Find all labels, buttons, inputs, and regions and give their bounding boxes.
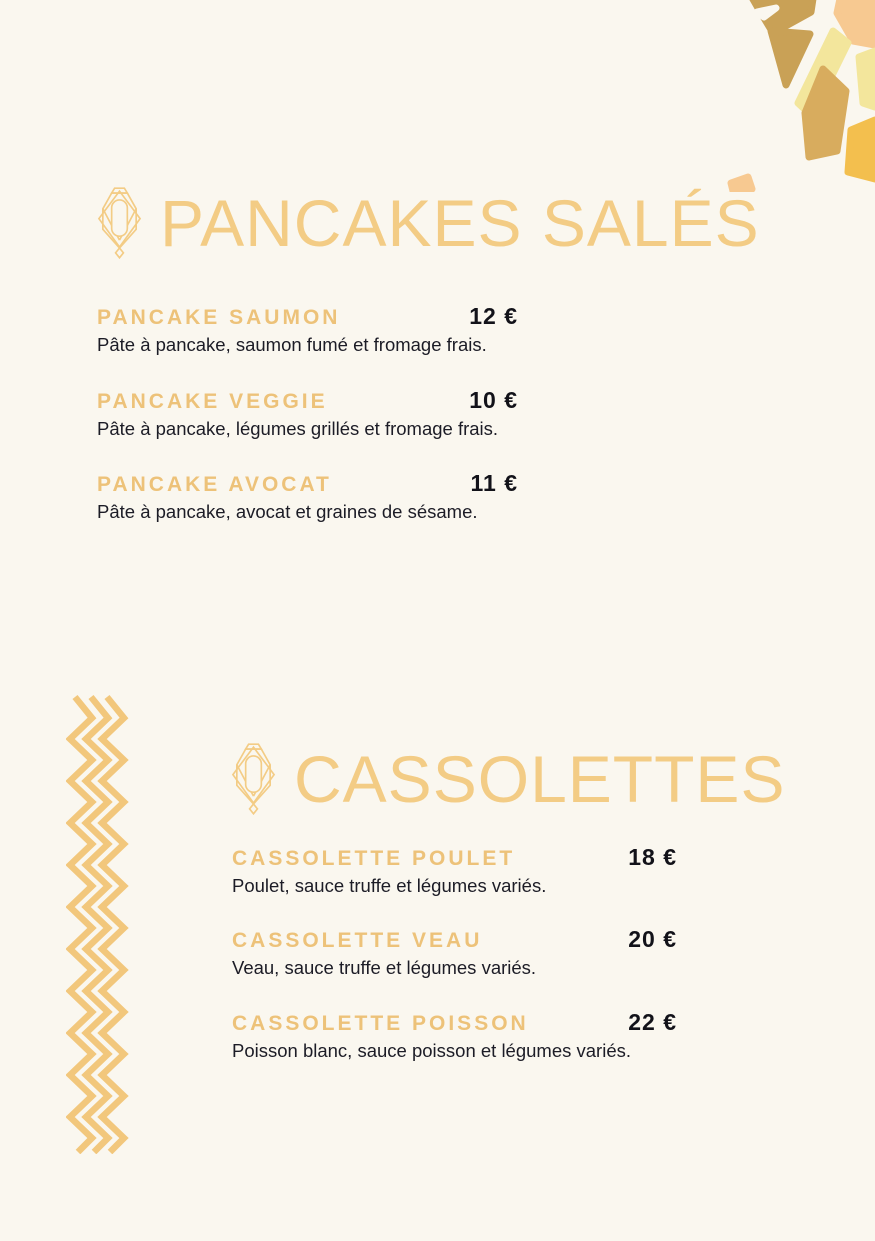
- menu-item: [97, 387, 518, 440]
- section-header-cassolettes: [229, 742, 785, 815]
- menu-item: [97, 470, 518, 523]
- item-row: [232, 1009, 677, 1036]
- item-name: CASSOLETTE POISSON: [232, 1012, 529, 1035]
- item-name: PANCAKE SAUMON: [97, 306, 341, 329]
- section-title: CASSOLETTES: [294, 741, 786, 816]
- item-price: 11 €: [470, 470, 518, 496]
- item-price: 18 €: [628, 844, 677, 870]
- item-row: [97, 387, 518, 414]
- item-row: [97, 470, 518, 497]
- lantern-icon: [229, 742, 278, 815]
- item-price: 12 €: [469, 303, 518, 329]
- item-name: CASSOLETTE VEAU: [232, 929, 483, 952]
- section-title: PANCAKES SALÉS: [160, 185, 760, 260]
- menu-item: [232, 844, 677, 897]
- item-description: Pâte à pancake, légumes grillés et fromage frais.: [97, 418, 499, 439]
- zigzag-decoration: [66, 694, 130, 1154]
- sun-mosaic-decoration: [700, 0, 875, 192]
- item-price: 20 €: [628, 926, 677, 952]
- item-price: 22 €: [628, 1009, 677, 1035]
- item-name: CASSOLETTE POULET: [232, 847, 516, 870]
- item-name: PANCAKE AVOCAT: [97, 473, 332, 496]
- menu-item: [97, 303, 518, 356]
- item-description: Poulet, sauce truffe et légumes variés.: [232, 875, 547, 896]
- item-row: [232, 926, 677, 953]
- item-row: [97, 303, 518, 330]
- section-header-pancakes-sales: [95, 186, 760, 259]
- item-description: Pâte à pancake, saumon fumé et fromage frais.: [97, 334, 487, 355]
- item-description: Pâte à pancake, avocat et graines de sésame.: [97, 501, 478, 522]
- item-row: [232, 844, 677, 871]
- item-price: 10 €: [469, 387, 518, 413]
- lantern-icon: [95, 186, 144, 259]
- menu-item: [232, 1009, 677, 1062]
- menu-item: [232, 926, 677, 979]
- item-description: Veau, sauce truffe et légumes variés.: [232, 957, 537, 978]
- item-description: Poisson blanc, sauce poisson et légumes variés.: [232, 1040, 631, 1061]
- item-name: PANCAKE VEGGIE: [97, 390, 328, 413]
